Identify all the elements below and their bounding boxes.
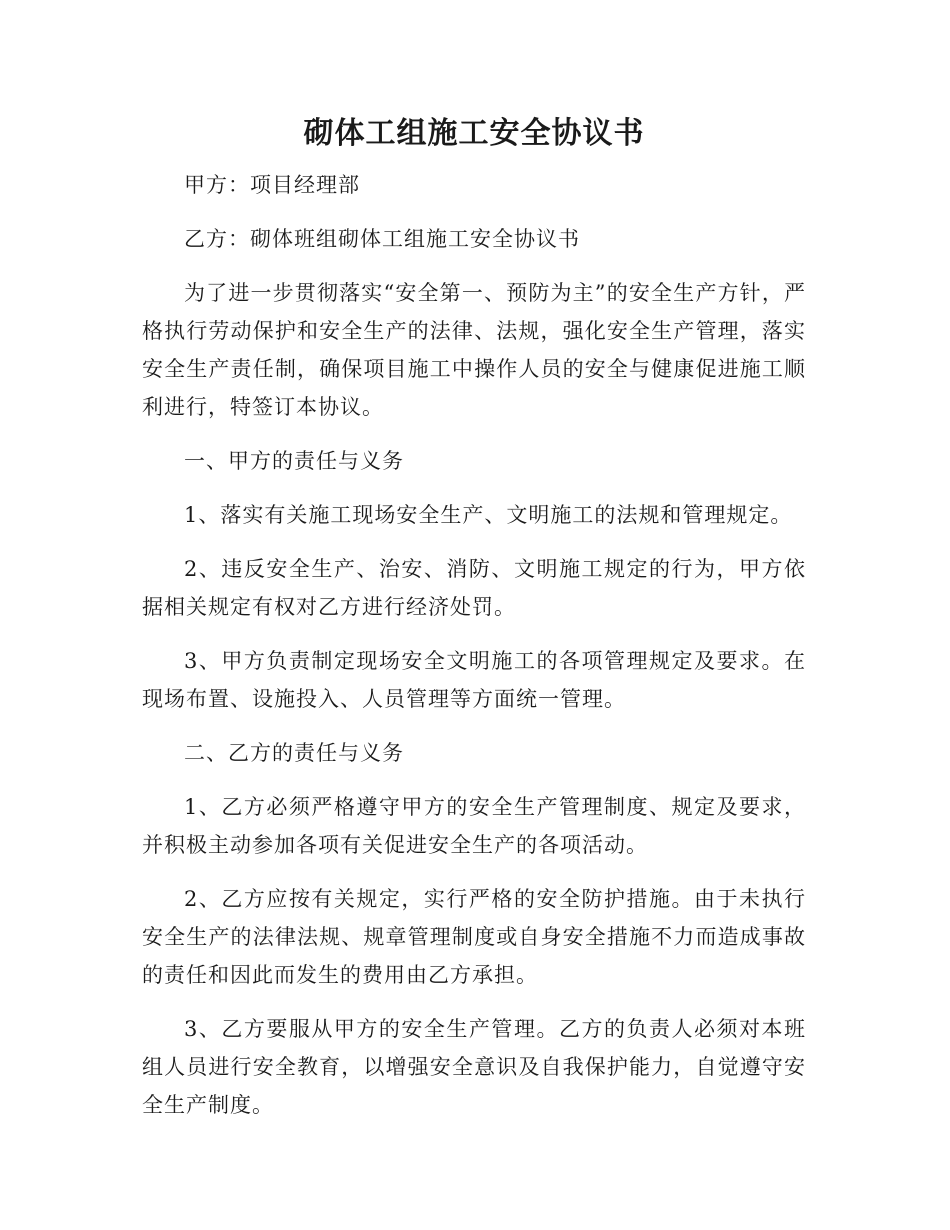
party-b-line: 乙方：砌体班组砌体工组施工安全协议书 — [184, 227, 580, 251]
section-2-item-1: 1、乙方必须严格遵守甲方的安全生产管理制度、规定及要求，并积极主动参加各项有关促进安全生产的各项活动。 — [142, 795, 806, 857]
section-1-item-2: 2、违反安全生产、治安、消防、文明施工规定的行为，甲方依据相关规定有权对乙方进行经济处罚。 — [142, 557, 806, 619]
section-2-heading: 二、乙方的责任与义务 — [184, 741, 404, 765]
document-title: 砌体工组施工安全协议书 — [303, 116, 645, 151]
section-2-item-2: 2、乙方应按有关规定，实行严格的安全防护措施。由于未执行安全生产的法律法规、规章管理制度或自身安全措施不力而造成事故的责任和因此而发生的费用由乙方承担。 — [142, 887, 806, 987]
section-1-item-1: 1、落实有关施工现场安全生产、文明施工的法规和管理规定。 — [184, 503, 793, 527]
section-1-heading: 一、甲方的责任与义务 — [184, 449, 404, 473]
section-2-item-3: 3、乙方要服从甲方的安全生产管理。乙方的负责人必须对本班组人员进行安全教育，以增强安全意识及自我保护能力，自觉遵守安全生产制度。 — [142, 1017, 806, 1117]
section-1-item-3: 3、甲方负责制定现场安全文明施工的各项管理规定及要求。在现场布置、设施投入、人员管理等方面统一管理。 — [142, 649, 806, 711]
party-a-line: 甲方：项目经理部 — [184, 173, 360, 197]
document-page — [142, 108, 806, 1124]
intro-paragraph: 为了进一步贯彻落实“安全第一、预防为主”的安全生产方针，严格执行劳动保护和安全生产的法律、法规，强化安全生产管理，落实安全生产责任制，确保项目施工中操作人员的安全与健康促进施工顺利进行，特签订本协议。 — [142, 281, 806, 419]
